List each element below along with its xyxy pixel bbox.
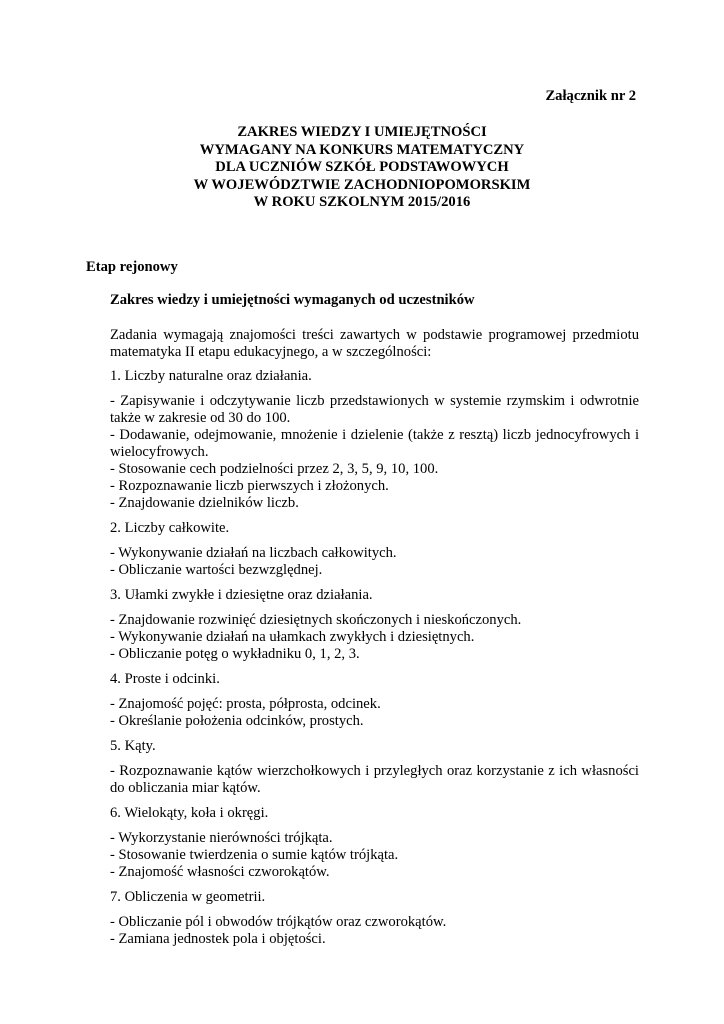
requirements-section (110, 889, 639, 948)
section-title: 7. Obliczenia w geometrii. (110, 889, 266, 905)
list-item: - Obliczanie potęg o wykładniku 0, 1, 2, 3. (110, 646, 360, 662)
section-items (110, 696, 639, 730)
annex-label: Załącznik nr 2 (545, 88, 636, 104)
title-line: W ROKU SZKOLNYM 2015/2016 (253, 194, 471, 210)
title-line: W WOJEWÓDZTWIE ZACHODNIOPOMORSKIM (193, 176, 531, 193)
list-item: - Wykorzystanie nierówności trójkąta. (110, 830, 333, 846)
section-items (110, 763, 639, 797)
section-items (110, 914, 639, 948)
list-item: - Zamiana jednostek pola i objętości. (110, 931, 326, 947)
section-title: 1. Liczby naturalne oraz działania. (110, 368, 312, 384)
section-title: 6. Wielokąty, koła i okręgi. (110, 805, 269, 821)
document-title (86, 124, 638, 212)
title-line: WYMAGANY NA KONKURS MATEMATYCZNY (199, 141, 525, 158)
list-item: - Wykonywanie działań na ułamkach zwykłych i dziesiętnych. (110, 629, 475, 645)
title-line: DLA UCZNIÓW SZKÓŁ PODSTAWOWYCH (215, 159, 509, 175)
list-item: - Zapisywanie i odczytywanie liczb przedstawionych w systemie rzymskim i odwrotnie także w zakresie od 30 do 100. (110, 393, 639, 426)
list-item: - Rozpoznawanie kątów wierzchołkowych i przyległych oraz korzystanie z ich własności do obliczania miar kątów. (110, 763, 639, 796)
requirements-section (110, 805, 639, 881)
section-title: 3. Ułamki zwykłe i dziesiętne oraz działania. (110, 587, 373, 603)
list-item: - Rozpoznawanie liczb pierwszych i złożonych. (110, 478, 389, 494)
section-subtitle: Zakres wiedzy i umiejętności wymaganych od uczestników (110, 292, 475, 308)
requirements-section (110, 738, 639, 797)
list-item: - Obliczanie wartości bezwzględnej. (110, 562, 323, 578)
list-item: - Znajdowanie rozwinięć dziesiętnych skończonych i nieskończonych. (110, 612, 522, 628)
title-line: ZAKRES WIEDZY I UMIEJĘTNOŚCI (237, 124, 487, 140)
section-items (110, 393, 639, 512)
list-item: - Stosowanie cech podzielności przez 2, 3, 5, 9, 10, 100. (110, 461, 439, 477)
list-item: - Obliczanie pól i obwodów trójkątów oraz czworokątów. (110, 914, 447, 930)
intro-paragraph: Zadania wymagają znajomości treści zawartych w podstawie programowej przedmiotu matematyka II etapu edukacyjnego, a w szczególności: (110, 327, 639, 360)
requirements-section (110, 368, 639, 512)
stage-heading: Etap rejonowy (86, 259, 178, 275)
list-item: - Określanie położenia odcinków, prostych. (110, 713, 364, 729)
requirements-content (110, 327, 639, 956)
list-item: - Wykonywanie działań na liczbach całkowitych. (110, 545, 397, 561)
list-item: - Dodawanie, odejmowanie, mnożenie i dzielenie (także z resztą) liczb jednocyfrowych i wielocyfrowych. (110, 427, 639, 460)
section-title: 4. Proste i odcinki. (110, 671, 220, 687)
section-title: 2. Liczby całkowite. (110, 520, 230, 536)
list-item: - Znajomość pojęć: prosta, półprosta, odcinek. (110, 696, 381, 712)
list-item: - Znajomość własności czworokątów. (110, 864, 330, 880)
list-item: - Stosowanie twierdzenia o sumie kątów trójkąta. (110, 847, 399, 863)
section-title: 5. Kąty. (110, 738, 156, 754)
section-items (110, 545, 639, 579)
requirements-section (110, 587, 639, 663)
section-items (110, 830, 639, 881)
requirements-section (110, 671, 639, 730)
requirements-section (110, 520, 639, 579)
section-items (110, 612, 639, 663)
list-item: - Znajdowanie dzielników liczb. (110, 495, 299, 511)
